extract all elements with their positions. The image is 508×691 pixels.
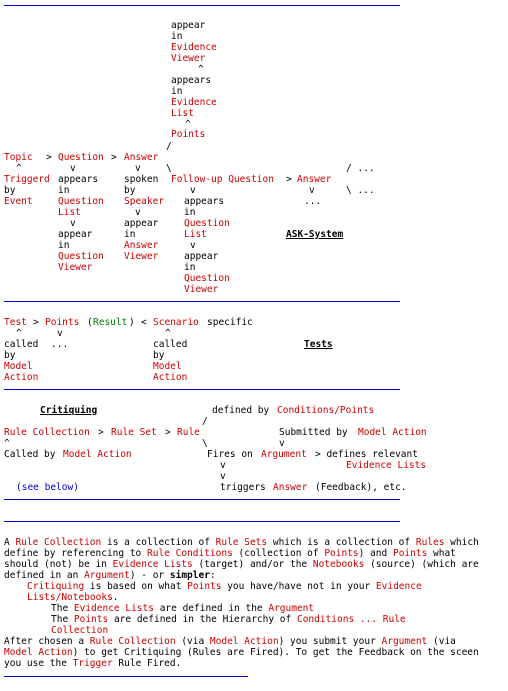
divider-tests-crit [4, 389, 400, 390]
text-in: in [184, 207, 196, 218]
text-called: called [4, 339, 39, 350]
model-action-label: Model [4, 361, 33, 372]
continuation-up: / ... [346, 163, 375, 174]
text-by: by [153, 350, 165, 361]
model-action-label: Model Action [358, 427, 427, 438]
arrow-down: v [190, 240, 196, 251]
arrow-up: ^ [16, 328, 22, 339]
para-line: you use the Trigger Rule Fired. [4, 658, 182, 669]
text-submitted-by: Submitted by [279, 427, 348, 438]
text-by: by [4, 350, 16, 361]
arrow-down: v [190, 185, 196, 196]
question-list-label: Question [58, 196, 104, 207]
para-line: defined in an Argument) - or simpler: [4, 570, 216, 581]
event-label: Event [4, 196, 33, 207]
evidence-list-label-2: List [171, 108, 194, 119]
question-label: Question [58, 152, 104, 163]
text-fires-on: Fires on [207, 449, 253, 460]
model-action-label-2: Model Action [63, 449, 132, 460]
text-feedback: (Feedback), etc. [315, 482, 407, 493]
arrow-down: v [70, 218, 76, 229]
arrow-right: > [46, 152, 52, 163]
arrow-down: v [57, 328, 63, 339]
answer-viewer-label: Answer [124, 240, 159, 251]
paren-close: ) [129, 317, 135, 328]
speaker-label: Speaker [124, 196, 165, 207]
text-by: by [4, 185, 16, 196]
points-label: Points [171, 129, 206, 140]
para-line: Lists/Notebooks. [27, 592, 119, 603]
question-list-label-3: Question [184, 218, 230, 229]
divider-crit-1 [4, 499, 400, 500]
connector-slash: / [202, 416, 208, 427]
arrow-up: ^ [4, 438, 10, 449]
test-label: Test [4, 317, 27, 328]
text-appears: appears [58, 174, 99, 185]
para-line: The Points are defined in the Hierarchy of Conditions ... Rule [51, 614, 406, 625]
rule-label: Rule [177, 427, 200, 438]
connector-backslash: \ [202, 438, 208, 449]
para-line: After chosen a Rule Collection (via Model Action) you submit your Argument (via [4, 636, 456, 647]
text-dots: ... [304, 196, 322, 207]
model-action-label-3: Action [4, 372, 39, 383]
ask-system-title: ASK-System [286, 229, 344, 240]
arrow-up: ^ [185, 119, 191, 130]
para-line: should (not) be in Evidence Lists (target) and/or the Notebooks (source) (which are [4, 559, 479, 570]
para-line: Collection [51, 625, 109, 636]
connector-slash: / [166, 141, 172, 152]
text-called: called [153, 339, 188, 350]
evidence-lists-label: Evidence Lists [346, 460, 427, 471]
text-appear: appear [124, 218, 159, 229]
text-in: in [58, 185, 70, 196]
answer-label: Answer [273, 482, 308, 493]
arrow-left: < [141, 317, 147, 328]
answer-viewer-label-2: Viewer [124, 251, 159, 262]
para-line: A Rule Collection is a collection of Rule Sets which is a collection of Rules which [4, 537, 479, 548]
arrow-up: ^ [198, 64, 204, 75]
text-in: in [58, 240, 70, 251]
text-in: in [124, 229, 136, 240]
arrow-right: > [98, 427, 104, 438]
para-line: The Evidence Lists are defined in the Argument [51, 603, 315, 614]
evidence-list-label: Evidence [171, 97, 217, 108]
divider-bottom [4, 676, 248, 677]
critiquing-title: Critiquing [40, 405, 98, 416]
argument-label: Argument [261, 449, 307, 460]
continuation-down: \ ... [346, 185, 375, 196]
arrow-right: > [33, 317, 39, 328]
triggerd-label: Triggerd [4, 174, 50, 185]
rule-set-label: Rule Set [111, 427, 157, 438]
conditions-points-label: Conditions/Points [277, 405, 375, 416]
para-line: Critiquing is based on what Points you have/have not in your Evidence [27, 581, 422, 592]
question-viewer-label-2: Viewer [58, 262, 93, 273]
evidence-viewer-label: Evidence [171, 42, 217, 53]
arrow-down: v [135, 163, 141, 174]
arrow-right: > [111, 152, 117, 163]
connector-backslash: \ [166, 163, 172, 174]
question-list-label-4: List [184, 229, 207, 240]
tests-title: Tests [304, 339, 333, 350]
model-action-label-2: Model [153, 361, 182, 372]
scenario-label: Scenario [153, 317, 199, 328]
answer-label-2: Answer [297, 174, 332, 185]
text-appears: appears [171, 75, 212, 86]
text-appear: appear [58, 229, 93, 240]
text-appear: appear [184, 251, 219, 262]
topic-label: Topic [4, 152, 33, 163]
answer-label: Answer [124, 152, 159, 163]
arrow-down: v [70, 163, 76, 174]
text-appear: appear [171, 20, 206, 31]
question-list-label-2: List [58, 207, 81, 218]
question-viewer-label: Question [58, 251, 104, 262]
text-defines-relevant: > defines relevant [315, 449, 418, 460]
arrow-up: ^ [165, 328, 171, 339]
arrow-down: v [220, 471, 226, 482]
text-in: in [171, 31, 183, 42]
question-viewer-label-4: Viewer [184, 284, 219, 295]
arrow-down: v [220, 460, 226, 471]
para-line: Model Action) to get Critiquing (Rules are Fired). To get the Feedback on the sceen [4, 647, 479, 658]
text-specific: specific [207, 317, 253, 328]
text-triggers: triggers [220, 482, 266, 493]
divider-crit-2 [4, 521, 400, 522]
text-defined-by: defined by [212, 405, 270, 416]
text-by: by [124, 185, 136, 196]
text-dots: ... [51, 339, 69, 350]
text-spoken: spoken [124, 174, 159, 185]
divider-top [4, 5, 400, 6]
question-viewer-label-3: Question [184, 273, 230, 284]
see-below-link[interactable]: (see below) [16, 482, 79, 493]
text-appears: appears [184, 196, 225, 207]
para-line: define by referencing to Rule Conditions (collection of Points) and Points what [4, 548, 456, 559]
result-label: Result [93, 317, 128, 328]
text-in: in [171, 86, 183, 97]
arrow-down: v [279, 438, 285, 449]
arrow-right: > [286, 174, 292, 185]
text-in: in [184, 262, 196, 273]
model-action-label-4: Action [153, 372, 188, 383]
arrow-down: v [135, 207, 141, 218]
paren-open: ( [87, 317, 93, 328]
divider-ask-tests [4, 301, 400, 302]
rule-collection-label: Rule Collection [4, 427, 90, 438]
followup-question-label: Follow-up Question [171, 174, 274, 185]
arrow-up: ^ [16, 163, 22, 174]
arrow-down: v [309, 185, 315, 196]
text-called-by: Called by [4, 449, 56, 460]
evidence-viewer-label-2: Viewer [171, 53, 206, 64]
points-label: Points [45, 317, 80, 328]
arrow-right: > [165, 427, 171, 438]
